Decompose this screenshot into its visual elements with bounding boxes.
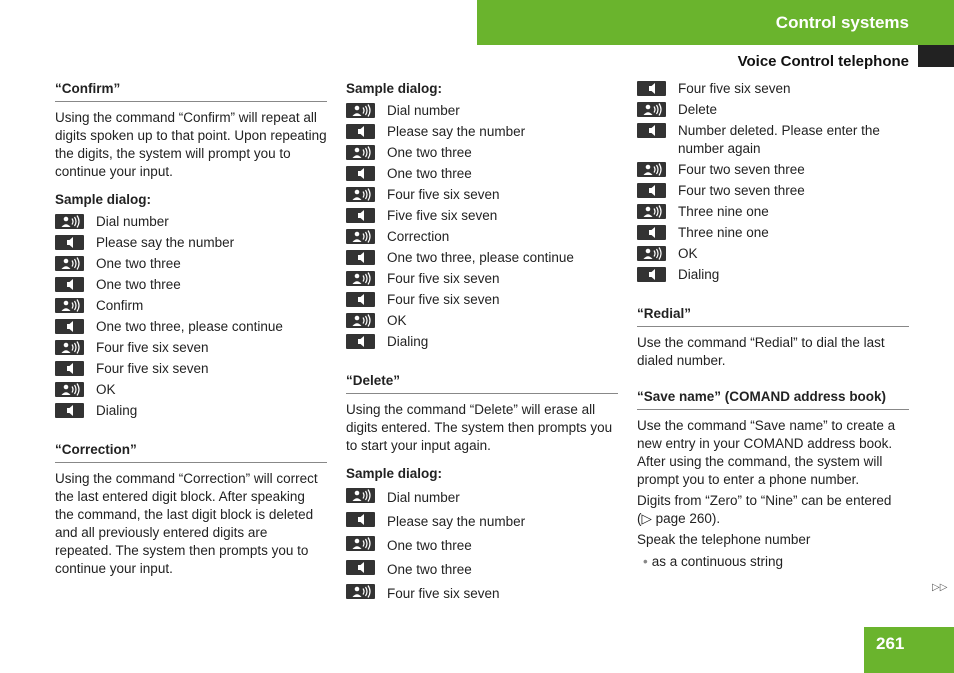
correction-text: Using the command “Correction” will correct the last entered digit block. After speaking the command, the last digit block is deleted and all previously entered digits are repeated. The system then prompts you to continue your input. [55,471,318,576]
chapter-tab [918,45,954,67]
speaking-person-icon [346,187,375,202]
dialog-line [637,80,909,98]
delete-text: Using the command “Delete” will erase all digits entered. The system then prompts you to start your input again. [346,402,613,453]
bullet-item [637,553,909,571]
speaking-person-icon [346,103,375,118]
speaking-person-icon [55,214,84,229]
loudspeaker-icon [55,403,84,418]
speaking-person-icon [346,536,375,551]
loudspeaker-icon [637,225,666,240]
dialog-text: Dial number [96,214,169,229]
save-name-heading: “Save name” (COMAND address book) [637,388,909,410]
dialog-text: Four five six seven [678,81,791,96]
dialog-text: Dial number [387,490,460,505]
correction-heading: “Correction” [55,441,327,463]
dialog-text: Four five six seven [96,361,209,376]
dialog-text: OK [387,313,407,328]
dialog-text: One two three, please continue [387,250,574,265]
speaking-person-icon [346,229,375,244]
dialog-text: Dialing [678,267,720,282]
speaking-person-icon [346,313,375,328]
dialog-line [55,297,327,315]
column-3 [637,80,909,571]
dialog-line [55,234,327,252]
confirm-heading: “Confirm” [55,80,327,102]
loudspeaker-icon [637,81,666,96]
loudspeaker-icon [346,560,375,575]
loudspeaker-icon [346,124,375,139]
speaking-person-icon [346,271,375,286]
loudspeaker-icon [346,512,375,527]
dialog-line [55,339,327,357]
dialog-line [346,165,618,183]
dialog-line [55,255,327,273]
dialog-line [637,245,909,263]
dialog-text: Number deleted. Please enter the number again [678,123,880,156]
loudspeaker-icon [346,208,375,223]
speaking-person-icon [55,298,84,313]
speaking-person-icon [637,204,666,219]
dialog-text: Delete [678,102,718,117]
dialog-line [346,535,618,556]
dialog-line [346,186,618,204]
dialog-line [346,291,618,309]
confirm-text: Using the command “Confirm” will repeat all digits spoken up to that point. Upon repeating the digits, the system will prompt you to continue your input. [55,110,327,179]
speaking-person-icon [637,162,666,177]
dialog-text: One two three [96,256,181,271]
dialog-line [346,144,618,162]
redial-text: Use the command “Redial” to dial the last dialed number. [637,335,885,368]
dialog-text: Four five six seven [387,187,500,202]
speaking-person-icon [55,340,84,355]
dialog-line [637,266,909,284]
dialog-line [346,559,618,580]
dialog-text: Four two seven three [678,183,805,198]
loudspeaker-icon [55,319,84,334]
dialog-line [55,360,327,378]
dialog-line [346,270,618,288]
speaking-person-icon [346,488,375,503]
speaking-person-icon [637,102,666,117]
dialog-line [637,203,909,221]
dialog-line [55,213,327,231]
redial-heading: “Redial” [637,305,909,327]
dialog-text: One two three [387,562,472,577]
dialog-line [55,276,327,294]
loudspeaker-icon [637,267,666,282]
dialog-text: Four five six seven [387,271,500,286]
dialog-text: OK [96,382,116,397]
dialog-text: Correction [387,229,450,244]
dialog-text: OK [678,246,698,261]
speaking-person-icon [55,256,84,271]
dialog-line [346,228,618,246]
dialog-text: Dialing [387,334,429,349]
speaking-person-icon [637,246,666,261]
dialog-text: Four two seven three [678,162,805,177]
bullet-dot: • [643,554,648,569]
dialog-text: Dialing [96,403,138,418]
dialog-line [637,161,909,179]
dialog-text: One two three [387,166,472,181]
dialog-text: Please say the number [387,514,526,529]
dialog-text: One two three [387,145,472,160]
dialog-text: Four five six seven [387,586,500,601]
loudspeaker-icon [346,250,375,265]
header-bar [477,0,954,45]
speak-text: Speak the telephone number [637,532,811,547]
dialog-list [55,213,327,420]
dialog-line [346,102,618,120]
bullet-text: as a continuous string [651,554,784,569]
dialog-text: One two three, please continue [96,319,283,334]
dialog-line [55,381,327,399]
page-subtitle: Voice Control telephone [737,53,909,70]
dialog-text: Dial number [387,103,460,118]
column-1 [55,80,327,580]
dialog-text: Five five six seven [387,208,498,223]
dialog-line [55,402,327,420]
sample-dialog-label: Sample dialog: [346,466,443,481]
section-title-header: Control systems [775,13,909,32]
dialog-line [346,312,618,330]
dialog-line [637,122,909,158]
speaking-person-icon [346,584,375,599]
loudspeaker-icon [55,361,84,376]
dialog-text: Four five six seven [387,292,500,307]
dialog-line [637,182,909,200]
sample-dialog-label: Sample dialog: [346,81,443,96]
save-name-text: Use the command “Save name” to create a new entry in your COMAND address book. After using the command, the system will prompt you to enter a phone number. [637,418,896,487]
dialog-list [346,487,618,604]
loudspeaker-icon [55,235,84,250]
dialog-list [346,102,618,351]
dialog-text: Four five six seven [96,340,209,355]
dialog-line [346,583,618,604]
sample-dialog-label: Sample dialog: [55,192,152,207]
column-2 [346,80,618,607]
loudspeaker-icon [637,183,666,198]
dialog-line [346,207,618,225]
dialog-text: Three nine one [678,225,769,240]
dialog-text: One two three [96,277,181,292]
dialog-text: Three nine one [678,204,769,219]
dialog-text: Please say the number [387,124,526,139]
loudspeaker-icon [346,334,375,349]
continue-marker-icon: ▷▷ [932,582,948,593]
dialog-list [637,80,909,284]
speaking-person-icon [55,382,84,397]
dialog-text: Please say the number [96,235,235,250]
dialog-text: One two three [387,538,472,553]
dialog-line [346,123,618,141]
speaking-person-icon [346,145,375,160]
dialog-line [55,318,327,336]
loudspeaker-icon [637,123,666,138]
dialog-text: Confirm [96,298,144,313]
dialog-line [346,487,618,508]
loudspeaker-icon [55,277,84,292]
dialog-line [346,511,618,532]
dialog-line [346,249,618,267]
page-number: 261 [864,627,954,673]
digits-text: Digits from “Zero” to “Nine” can be entered (▷ page 260). [637,493,892,526]
dialog-line [637,224,909,242]
dialog-line [637,101,909,119]
delete-heading: “Delete” [346,372,618,394]
loudspeaker-icon [346,166,375,181]
dialog-line [346,333,618,351]
loudspeaker-icon [346,292,375,307]
